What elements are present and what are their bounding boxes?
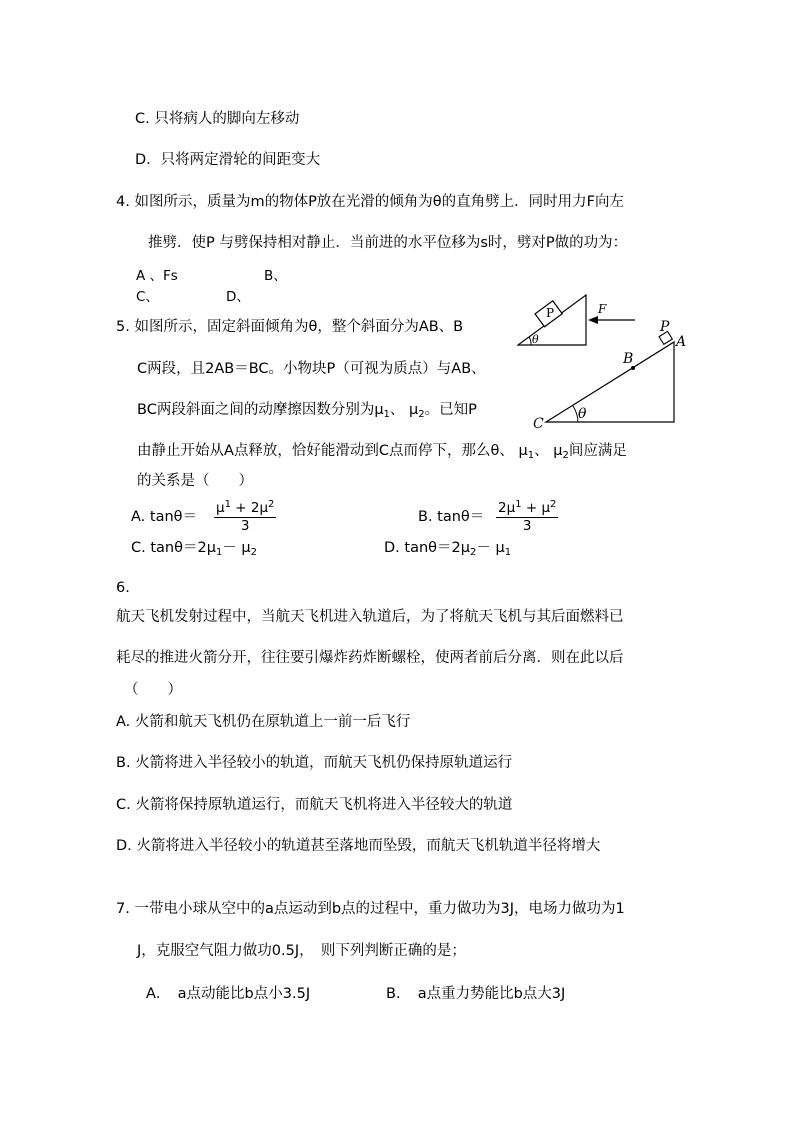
q5-option-d: D. $\tan\theta=2\mu_2- \mu_1$ — [384, 540, 512, 558]
q6-number: 6. — [116, 580, 130, 596]
q7-option-a: A． a点动能比b点小3.5J — [146, 986, 311, 1002]
q4-label-p: P — [546, 306, 555, 320]
q5-label-a: A — [676, 334, 687, 350]
q5-option-a-label: A. tanθ＝ — [131, 509, 198, 525]
q3-option-d: D．只将两定滑轮的间距变大 — [135, 152, 321, 168]
q4-option-d: D、 — [226, 289, 250, 305]
incline-triangle — [546, 342, 674, 422]
q4-option-c: C、 — [136, 289, 159, 305]
q5-label-b: B — [623, 351, 634, 367]
q5-stem-line3: BC两段斜面之间的动摩擦因数分别为$\mu_1$、 $\mu_2$。已知P — [137, 402, 477, 420]
q5-incline-figure — [530, 318, 690, 430]
q5-label-p: P — [660, 319, 670, 335]
q6-option-a: A. 火箭和航天飞机仍在原轨道上一前一后飞行 — [116, 714, 411, 730]
q7-stem-line1: 7. 一带电小球从空中的a点运动到b点的过程中，重力做功为3J，电场力做功为1 — [116, 901, 625, 917]
q6-stem-line2: 耗尽的推进火箭分开，往往要引爆炸药炸断螺栓，使两者前后分离．则在此以后 — [116, 650, 624, 666]
q4-stem-line2: 推劈．使P 与劈保持相对静止．当前进的水平位移为s时，劈对P做的功为： — [148, 235, 628, 251]
q5-option-b-fraction: $\frac{2\mu^1 + \mu^2}{3}$ — [496, 496, 558, 535]
q4-label-theta: θ — [532, 333, 539, 346]
q7-option-b: B． a点重力势能比b点大3J — [386, 986, 566, 1002]
q3-option-c: C. 只将病人的脚向左移动 — [135, 111, 300, 127]
q4-option-b: B、 — [264, 268, 287, 284]
q5-option-b-label: B. tanθ＝ — [418, 509, 485, 525]
q4-option-a: A 、Fs — [136, 268, 178, 284]
q5-label-c: C — [533, 416, 544, 430]
q4-stem-line1: 4. 如图所示，质量为m的物体P放在光滑的倾角为θ的直角劈上．同时用力F向左 — [116, 194, 625, 210]
q4-label-f: F — [598, 302, 607, 316]
q5-stem-line5: 的关系是（ ） — [137, 473, 253, 489]
q6-option-c: C. 火箭将保持原轨道运行，而航天飞机将进入半径较大的轨道 — [116, 797, 513, 813]
q6-stem-line1: 航天飞机发射过程中，当航天飞机进入轨道后，为了将航天飞机与其后面燃料已 — [116, 609, 624, 625]
q5-option-a-fraction: $\frac{\mu^1 + 2\mu^2}{3}$ — [214, 496, 276, 535]
q7-stem-line2: J，克服空气阻力做功0.5J， 则下列判断正确的是； — [137, 943, 466, 959]
q5-stem-line2: C两段，且2AB＝BC。小物块P（可视为质点）与AB、 — [137, 361, 486, 377]
q5-stem-line4: 由静止开始从A点释放，恰好能滑动到C点而停下，那么θ、 $\mu_1$、 $\mu_2$间应满足 — [137, 443, 627, 461]
q6-answer-bracket: （ ） — [124, 682, 182, 698]
q5-stem-line1: 5. 如图所示，固定斜面倾角为θ，整个斜面分为AB、B — [116, 319, 464, 335]
q5-option-c: C. $\tan\theta=2\mu_1- \mu_2$ — [131, 540, 258, 558]
q6-option-d: D. 火箭将进入半径较小的轨道甚至落地而坠毁，而航天飞机轨道半径将增大 — [116, 838, 601, 854]
q5-label-theta: θ — [578, 406, 587, 422]
q6-option-b: B. 火箭将进入半径较小的轨道，而航天飞机仍保持原轨道运行 — [116, 755, 513, 771]
